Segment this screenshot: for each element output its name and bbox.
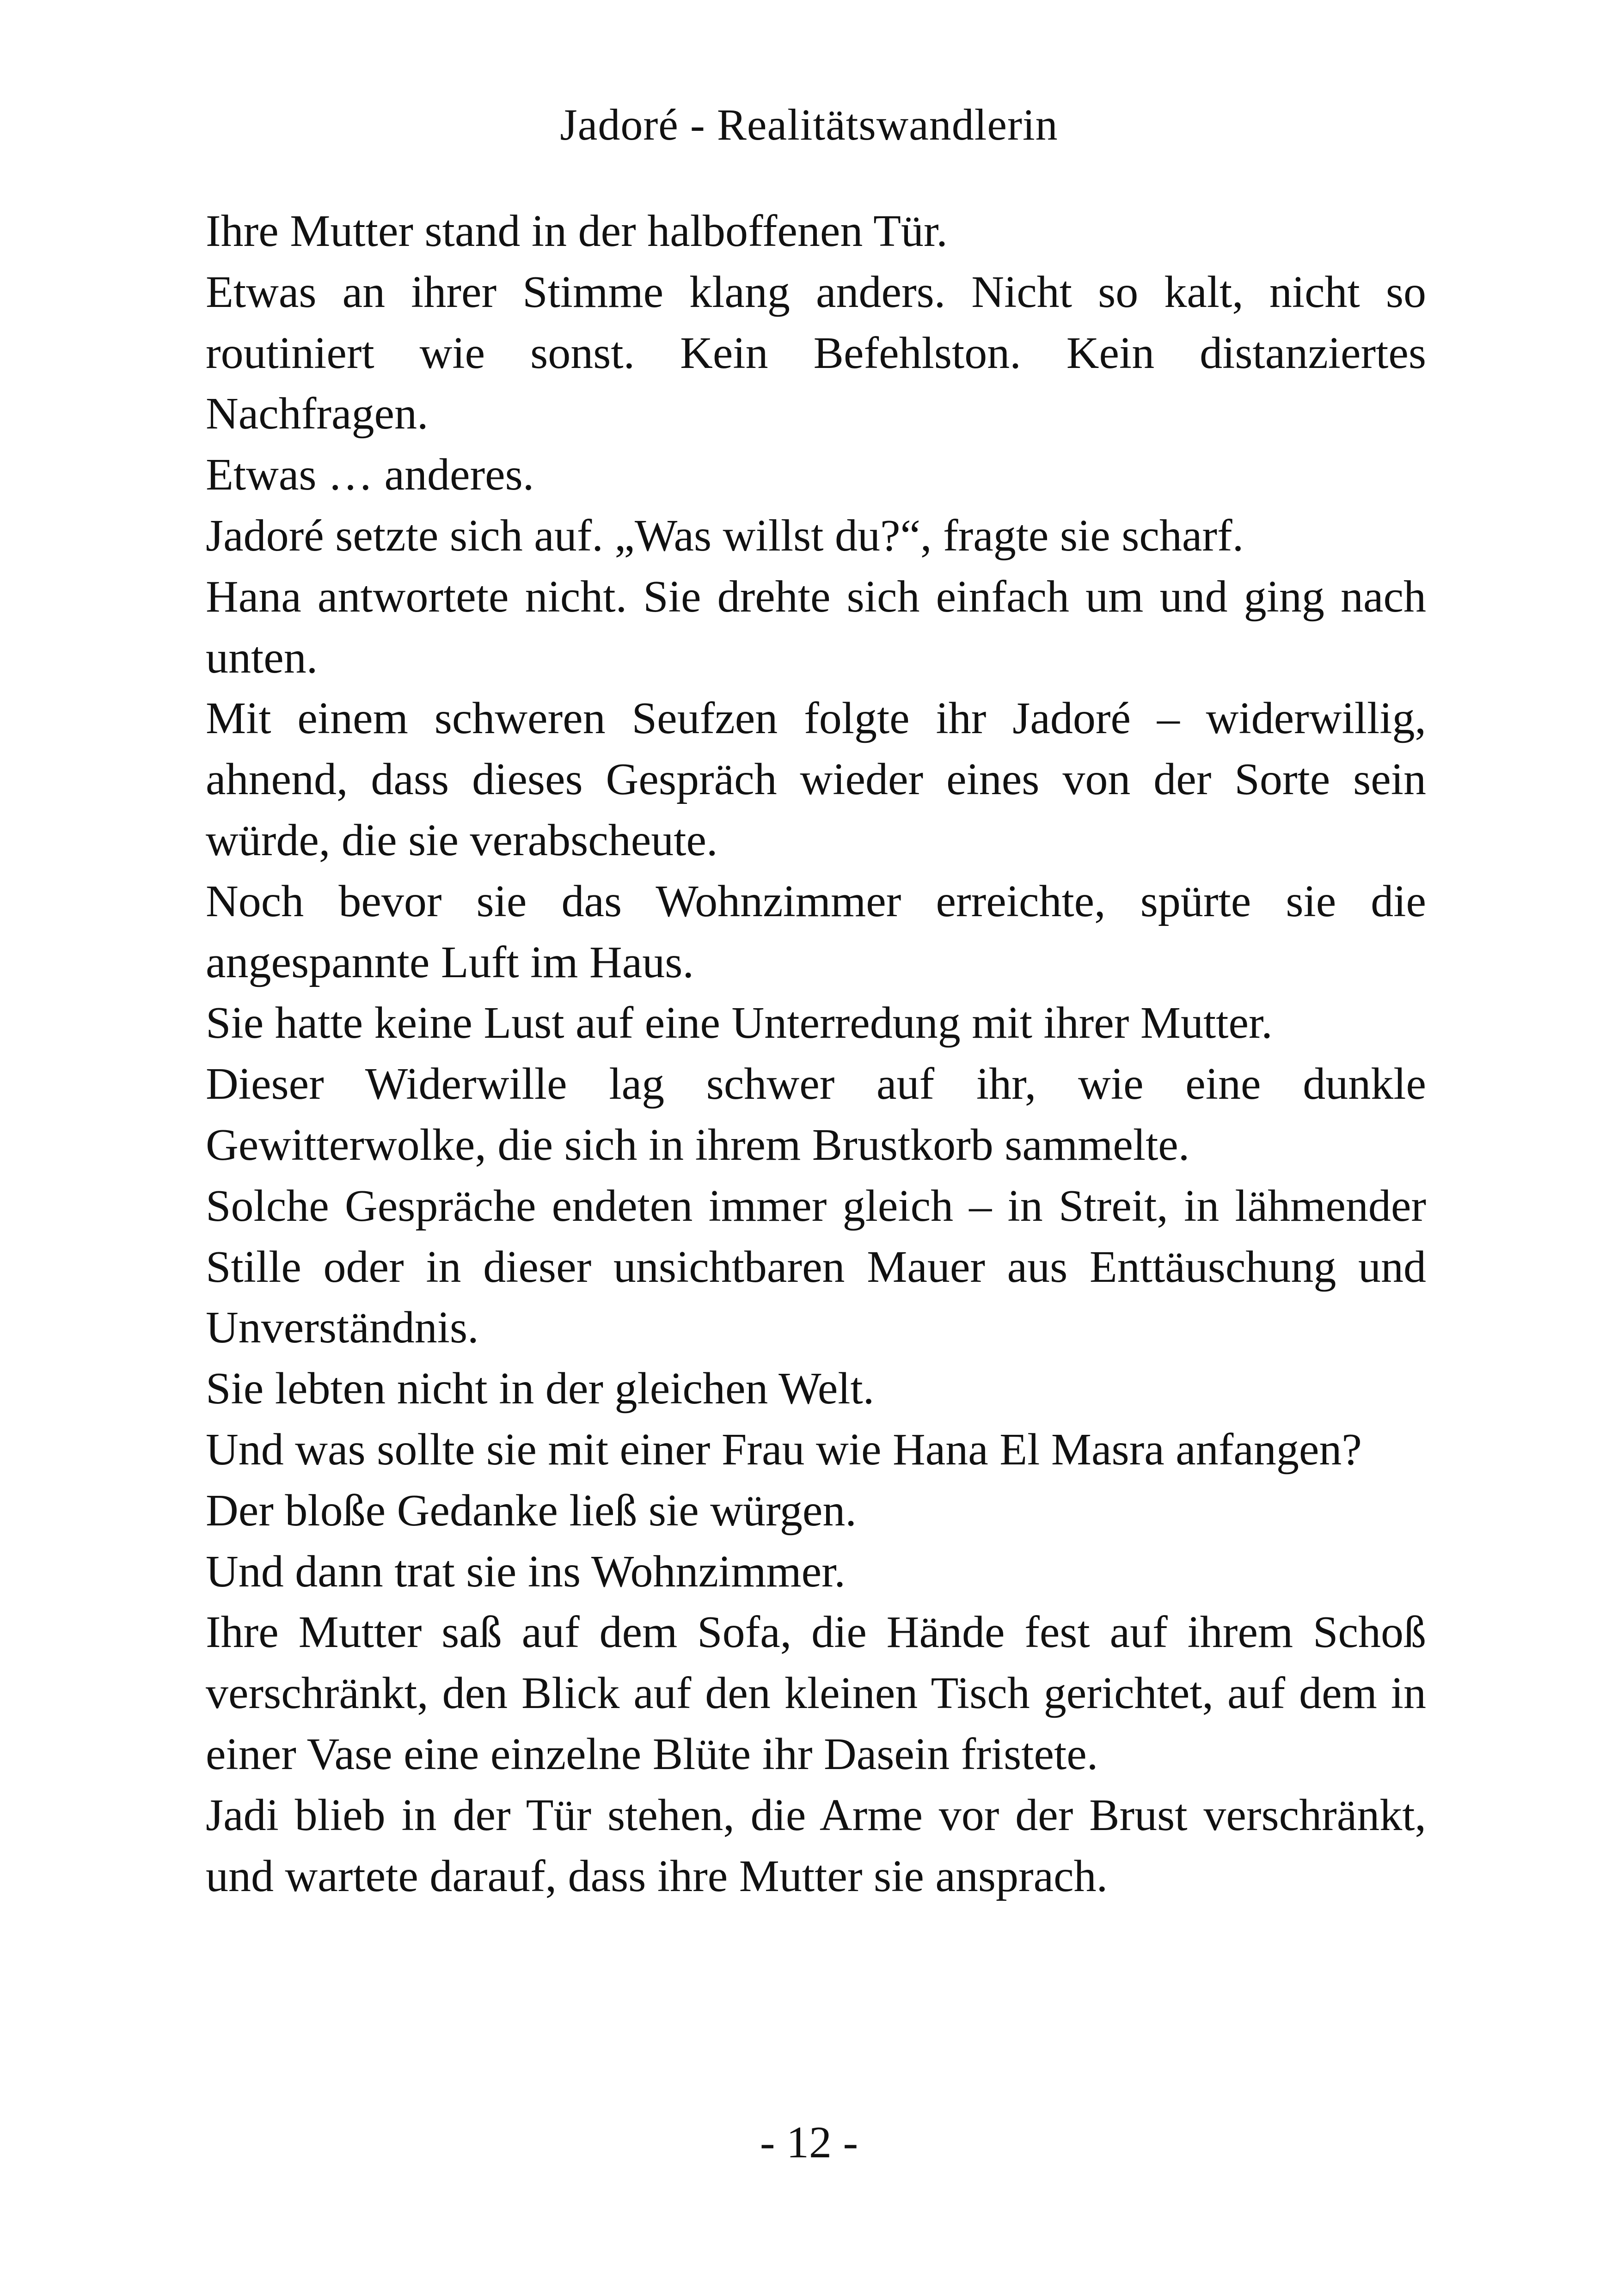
paragraph: Hana antwortete nicht. Sie drehte sich einfach um und ging nach unten. <box>206 571 1426 683</box>
running-header: Jadoré - Realitätswandlerin <box>560 100 1058 149</box>
paragraph: Ihre Mutter stand in der halboffenen Tür. <box>206 206 948 256</box>
paragraph: Sie hatte keine Lust auf eine Unterredung mit ihrer Mutter. <box>206 998 1273 1048</box>
page-number: - 12 - <box>760 2118 858 2167</box>
paragraph: Jadoré setzte sich auf. „Was willst du?“, fragte sie scharf. <box>206 510 1244 561</box>
paragraph: Und was sollte sie mit einer Frau wie Hana El Masra anfangen? <box>206 1424 1362 1475</box>
paragraph: Sie lebten nicht in der gleichen Welt. <box>206 1364 875 1414</box>
paragraph: Mit einem schweren Seufzen folgte ihr Jadoré – widerwillig, ahnend, dass dieses Gespräch wieder eines von der Sorte sein würde, die sie verabscheute. <box>206 693 1426 865</box>
paragraph: Noch bevor sie das Wohnzimmer erreichte, spürte sie die angespannte Luft im Haus. <box>206 876 1426 987</box>
paragraph: Jadi blieb in der Tür stehen, die Arme vor der Brust verschränkt, und wartete darauf, dass ihre Mutter sie ansprach. <box>206 1790 1426 1901</box>
paragraph: Etwas … anderes. <box>206 450 534 500</box>
page-body <box>206 201 1426 1907</box>
paragraph: Und dann trat sie ins Wohnzimmer. <box>206 1546 846 1597</box>
paragraph: Ihre Mutter saß auf dem Sofa, die Hände fest auf ihrem Schoß verschränkt, den Blick auf den kleinen Tisch gerichtet, auf dem in einer Vase eine einzelne Blüte ihr Dasein fristete. <box>206 1607 1426 1779</box>
paragraph: Dieser Widerwille lag schwer auf ihr, wie eine dunkle Gewitterwolke, die sich in ihrem Brustkorb sammelte. <box>206 1059 1426 1170</box>
paragraph: Der bloße Gedanke ließ sie würgen. <box>206 1485 857 1536</box>
paragraph: Solche Gespräche endeten immer gleich – in Streit, in lähmender Stille oder in dieser unsichtbaren Mauer aus Enttäuschung und Unverständnis. <box>206 1181 1426 1353</box>
paragraph: Etwas an ihrer Stimme klang anders. Nicht so kalt, nicht so routiniert wie sonst. Kein Befehlston. Kein distanziertes Nachfragen. <box>206 267 1426 439</box>
